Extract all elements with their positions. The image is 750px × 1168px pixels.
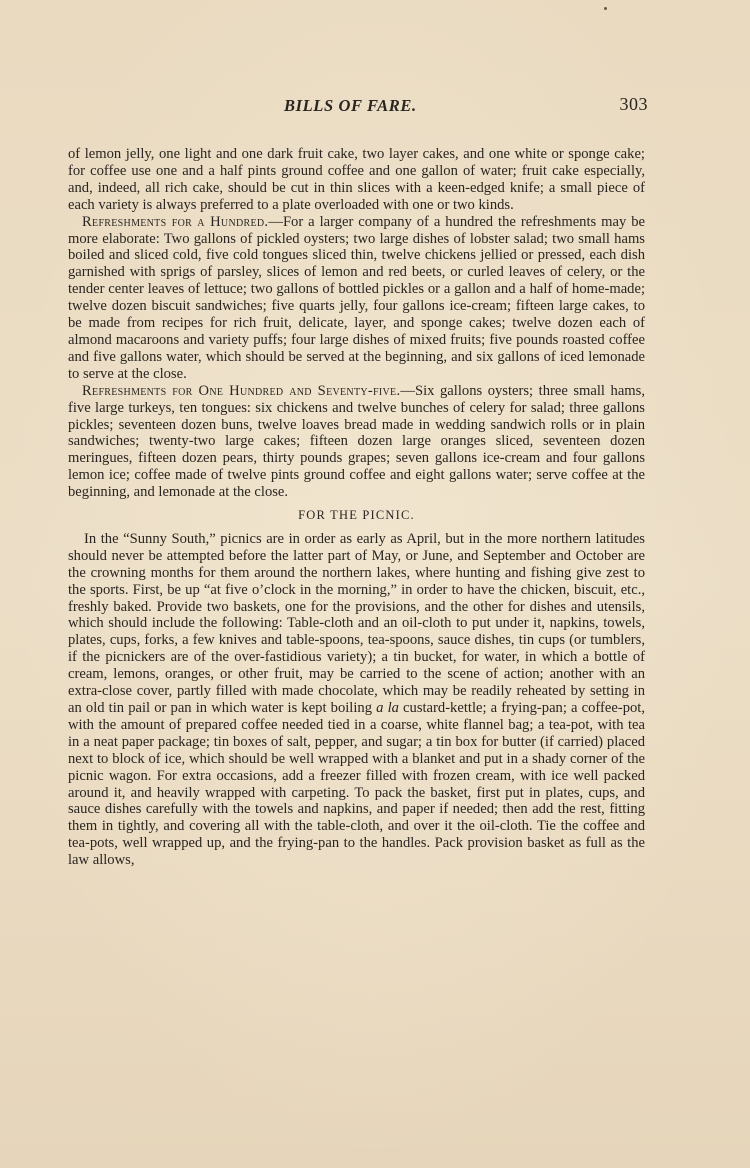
- paragraph-body: In the “Sunny South,” picnics are in order as early as April, but in the more northern latitudes should never be attempted before the latter part of May, or June, and September and October are the crowning months for them around the northern lakes, where hunting and fishing give zest to the sports. First, be up “at five o’clock in the morning,” in order to have the chicken, biscuit, etc., freshly baked. Provide two baskets, one for the provisions, and the other for dishes and utensils, which should include the following: Table-cloth and an oil-cloth to put under it, napkins, towels, plates, cups, forks, a few knives and table-spoons, tea-spoons, sauce dishes, tin cups (or tumblers, if the picnickers are of the over-fastidious variety); a tin bucket, for water, in which a bottle of cream, lemons, oranges, or other fruit, may be carried to the scene of action; another with an extra-close cover, partly filled with made chocolate, which may be readily reheated by setting in an old tin pail or pan in which water is kept boiling: [68, 530, 645, 716]
- page-header: [68, 96, 648, 122]
- paragraph-heading: Refreshments for a Hundred.: [82, 213, 269, 230]
- section-heading: FOR THE PICNIC.: [298, 508, 415, 523]
- paragraph-body: —For a larger company of a hundred the refreshments may be more elaborate: Two gallons of pickled oysters; two large dishes of lobster salad; two small hams boiled and sliced cold, five cold tongues sliced thin, twelve chickens jellied or pressed, each dish garnished with sprigs of parsley, slices of lemon and red beets, or curled leaves of celery, or the tender center leaves of lettuce; two gallons of bottled pickles or a gallon and a half of home-made; twelve dozen biscuit sandwiches; five quarts jelly, four gallons ice-cream; fifteen large cakes, to be made from recipes for rich fruit, delicate, layer, and sponge cakes; twelve dozen each of almond macaroons and variety puffs; four large dishes of mixed fruits; five pounds roasted coffee and five gallons water, which should be served at the beginning, and six gallons of iced lemonade to serve at the close.: [68, 213, 645, 382]
- paragraph-heading: Refreshments for One Hundred and Seventy-five.: [82, 382, 401, 399]
- body-text: [68, 146, 645, 869]
- paragraph-refreshments-175: [68, 383, 645, 501]
- paragraph-body: —Six gallons oysters; three small hams, five large turkeys, ten tongues: six chickens and twelve bunches of celery for salad; three gallons pickles; seventeen dozen buns, twelve loaves bread made in wedding sandwich rolls or in plain sandwiches; twenty-two large cakes; fifteen dozen large oranges sliced, seventeen dozen meringues, fifteen dozen pears, thirty pounds grapes; seven gallons ice-cream and four gallons lemon ice; coffee made of twelve pints ground coffee and eight gallons water; serve coffee at the beginning, and lemonade at the close.: [68, 382, 645, 501]
- paragraph-continuation: of lemon jelly, one light and one dark fruit cake, two layer cakes, and one white or sponge cake; for coffee use one and a half pints ground coffee and one gallon of water; fruit cake especially, and, indeed, all rich cake, should be cut in thin slices with a keen-edged knife; a small piece of each variety is always preferred to a plate overloaded with one or two kinds.: [68, 146, 645, 213]
- page-number: 303: [619, 94, 648, 114]
- paragraph-picnic: [68, 531, 645, 869]
- paragraph-refreshments-hundred: [68, 214, 645, 383]
- paper-fleck: [604, 7, 607, 10]
- running-head: BILLS OF FARE.: [284, 96, 417, 115]
- paragraph-body: custard-kettle; a frying-pan; a coffee-pot, with the amount of prepared coffee needed tied in a coarse, white flannel bag; a tea-pot, with tea in a neat paper package; tin boxes of salt, pepper, and sugar; a tin box for butter (if carried) placed next to block of ice, which should be well wrapped with a blanket and put in a shady corner of the picnic wagon. For extra occasions, add a freezer filled with frozen cream, with ice well packed around it, and heavily wrapped with carpeting. To pack the basket, first put in plates, cups, and sauce dishes carefully with the towels and napkins, and paper if needed; then add the rest, fitting them in tightly, and covering all with the table-cloth, and over it the oil-cloth. Tie the coffee and tea-pots, well wrapped up, and the frying-pan to the handles. Pack provision basket as full as the law allows,: [68, 700, 645, 869]
- italic-phrase: a la: [376, 700, 399, 716]
